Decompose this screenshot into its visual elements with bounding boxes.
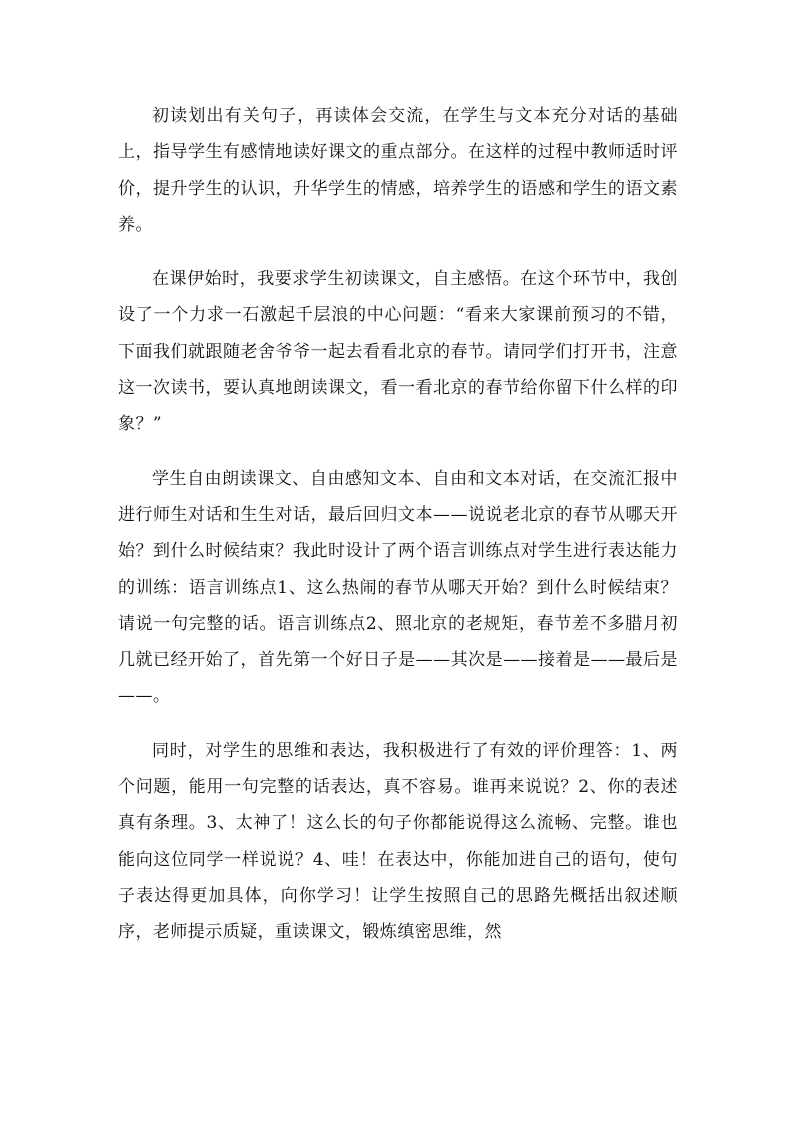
paragraph-2: 在课伊始时，我要求学生初读课文，自主感悟。在这个环节中，我创设了一个力求一石激起千层浪的中心问题：“看来大家课前预习的不错，下面我们就跟随老舍爷爷一起去看看北京的春节。请同学们打开书，注意这一次读书，要认真地朗读课文，看一看北京的春节给你留下什么样的印象？”: [118, 269, 678, 435]
document-body: [118, 98, 678, 969]
paragraph-3: 学生自由朗读课文、自由感知文本、自由和文本对话，在交流汇报中进行师生对话和生生对话，最后回归文本——说说老北京的春节从哪天开始？到什么时候结束？我此时设计了两个语言训练点对学生进行表达能力的训练：语言训练点1、这么热闹的春节从哪天开始？到什么时候结束？请说一句完整的话。语言训练点2、照北京的老规矩，春节差不多腊月初几就已经开始了，首先第一个好日子是——其次是——接着是——最后是——。: [118, 468, 678, 707]
paragraph-1: 初读划出有关句子，再读体会交流，在学生与文本充分对话的基础上，指导学生有感情地读好课文的重点部分。在这样的过程中教师适时评价，提升学生的认识，升华学生的情感，培养学生的语感和学生的语文素养。: [118, 106, 678, 235]
paragraph-4: 同时，对学生的思维和表达，我积极进行了有效的评价理答：1、两个问题，能用一句完整的话表达，真不容易。谁再来说说？2、你的表述真有条理。3、太神了！这么长的句子你都能说得这么流畅、完整。谁也能向这位同学一样说说？4、哇！在表达中，你能加进自己的语句，使句子表达得更加具体，向你学习！让学生按照自己的思路先概括出叙述顺序，老师提示质疑，重读课文，锻炼缜密思维，然: [118, 740, 678, 943]
